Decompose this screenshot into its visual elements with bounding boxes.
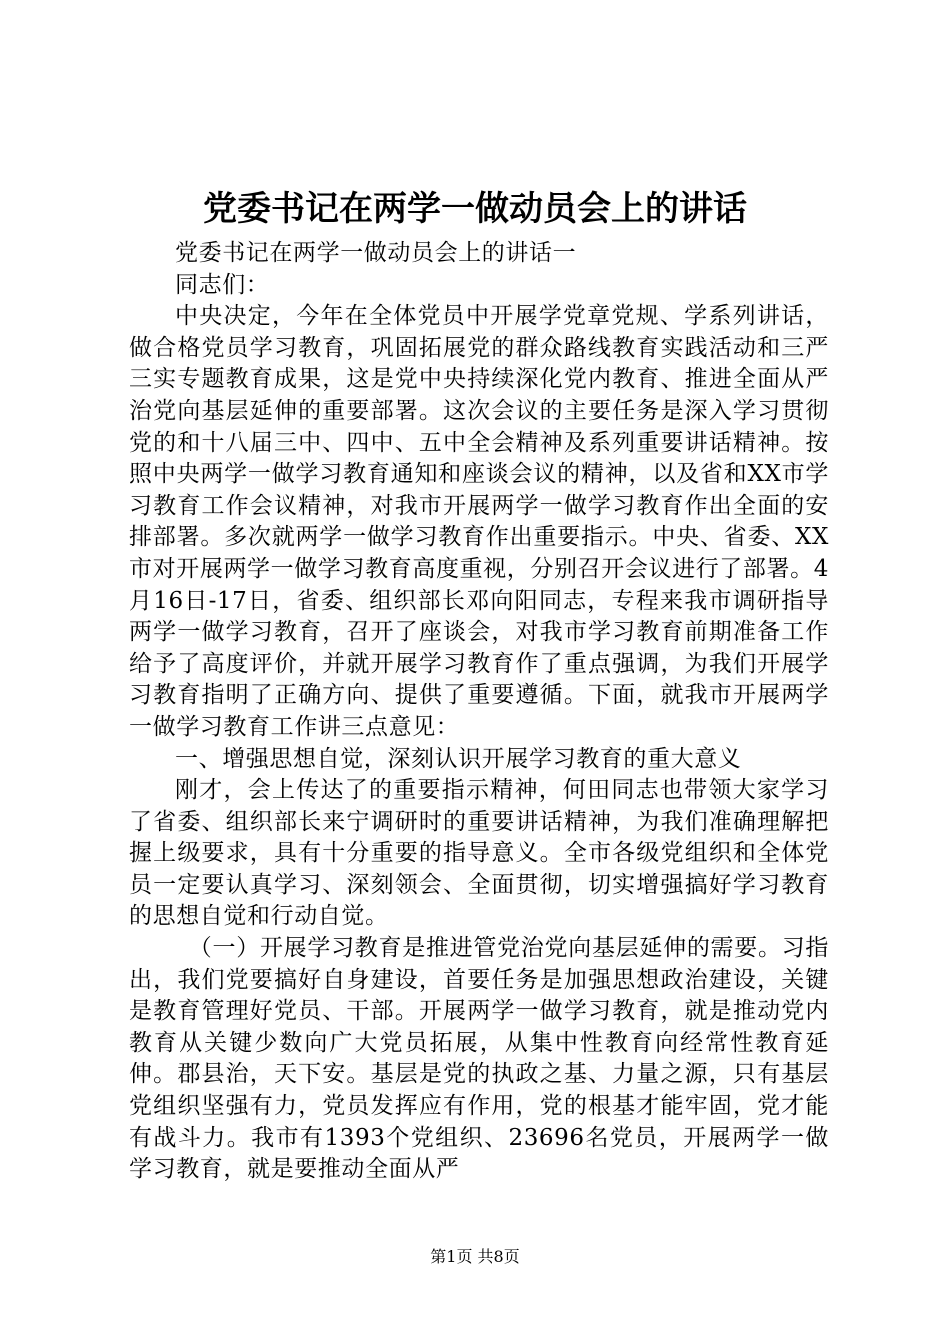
page-number-footer: 第1页 共8页 [430, 1247, 520, 1266]
paragraph-subtitle: 党委书记在两学一做动员会上的讲话一 [175, 240, 577, 266]
paragraph-section-1: 刚才，会上传达了的重要指示精神，何田同志也带领大家学习了省委、组织部长来宁调研时的重要讲话精神，为我们准确理解把握上级要求，具有十分重要的指导意义。全市各级党组织和全体党员一定要认真学习、深刻领会、全面贯彻，切实增强搞好学习教育的思想自觉和行动自觉。 [129, 777, 829, 930]
section-heading-1: 一、增强思想自觉，深刻认识开展学习教育的重大意义 [175, 745, 742, 772]
document-body [129, 238, 829, 1186]
paragraph-salutation: 同志们： [175, 271, 270, 298]
paragraph-subsection-1: （一）开展学习教育是推进管党治党向基层延伸的需要。习指出，我们党要搞好自身建设，首要任务是加强思想政治建设，关键是教育管理好党员、干部。开展两学一做学习教育，就是推动党内教育从关键少数向广大党员拓展，从集中性教育向经常性教育延伸。郡县治，天下安。基层是党的执政之基、力量之源，只有基层党组织坚强有力，党员发挥应有作用，党的根基才能牢固，党才能有战斗力。我市有1393个党组织、23696名党员，开展两学一做学习教育，就是要推动全面从严 [129, 935, 829, 1183]
document-title: 党委书记在两学一做动员会上的讲话 [203, 189, 747, 229]
paragraph-intro: 中央决定，今年在全体党员中开展学党章党规、学系列讲话，做合格党员学习教育，巩固拓展党的群众路线教育实践活动和三严三实专题教育成果，这是党中央持续深化党内教育、推进全面从严治党向基层延伸的重要部署。这次会议的主要任务是深入学习贯彻党的和十八届三中、四中、五中全会精神及系列重要讲话精神。按照中央两学一做学习教育通知和座谈会议的精神，以及省和XX市学习教育工作会议精神，对我市开展两学一做学习教育作出全面的安排部署。多次就两学一做学习教育作出重要指示。中央、省委、XX市对开展两学一做学习教育高度重视，分别召开会议进行了部署。4月16日-17日，省委、组织部长邓向阳同志，专程来我市调研指导两学一做学习教育，召开了座谈会，对我市学习教育前期准备工作给予了高度评价，并就开展学习教育作了重点强调，为我们开展学习教育指明了正确方向、提供了重要遵循。下面，就我市开展两学一做学习教育工作讲三点意见： [129, 303, 829, 740]
